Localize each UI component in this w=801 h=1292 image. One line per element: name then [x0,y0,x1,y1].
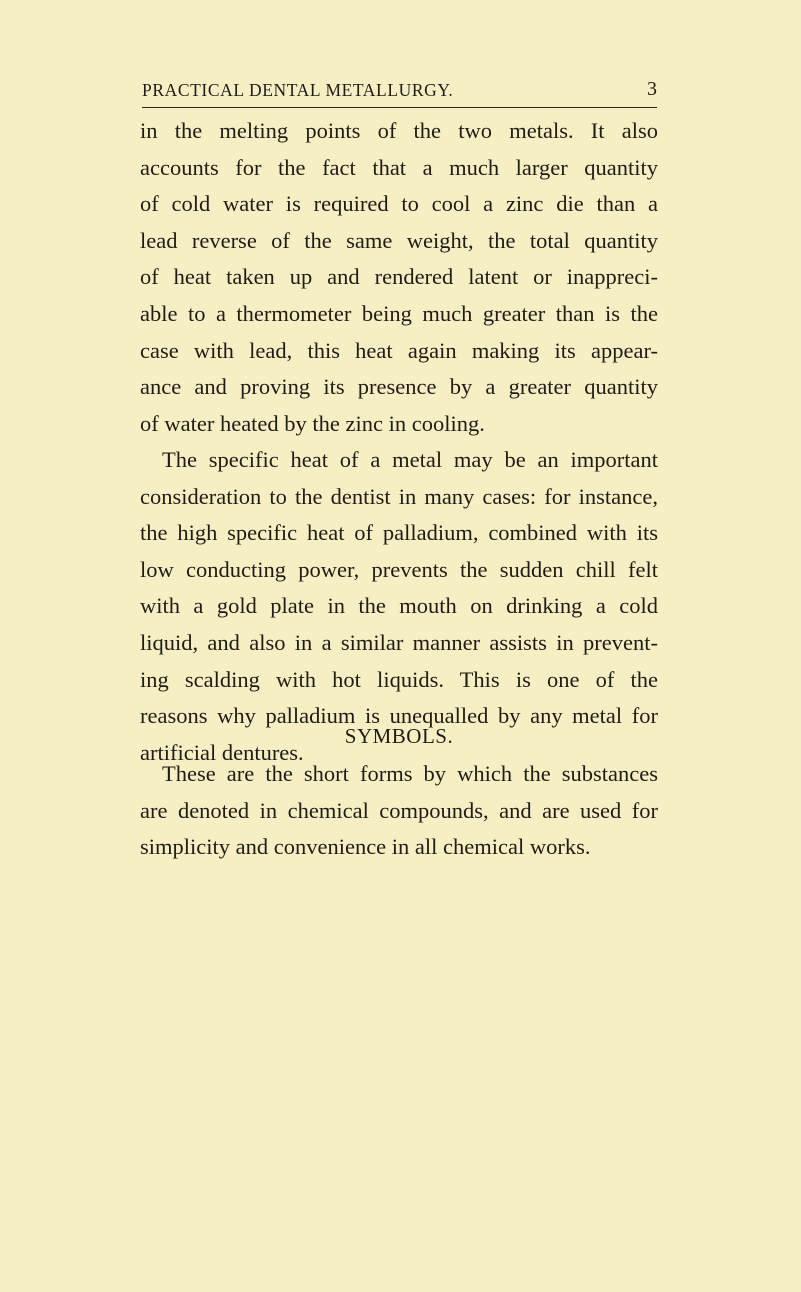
text-line: are denoted in chemical compounds, and are used for [140,797,658,823]
text-line: in the melting points of the two metals. It also [140,118,658,143]
text-line: These are the short forms by which the substances [162,761,658,786]
text-line: ing scalding with hot liquids. This is one of the [140,666,658,692]
text-line: reasons why palladium is unequalled by any metal for [140,703,658,729]
running-title: PRACTICAL DENTAL METALLURGY. [142,80,454,100]
text-line: ance and proving its presence by a greater quantity [140,374,658,400]
text-line: with a gold plate in the mouth on drinking a cold [140,593,658,619]
text-line: of heat taken up and rendered latent or inappreci- [140,264,658,290]
header-rule [142,107,657,108]
text-line: the high specific heat of palladium, combined with its [140,520,658,546]
text-line: case with lead, this heat again making its appear- [140,337,658,363]
text-line: accounts for the fact that a much larger quantity [140,154,658,180]
text-line: consideration to the dentist in many cases: for instance, [140,483,658,509]
text-line: liquid, and also in a similar manner assists in prevent- [140,630,658,655]
text-line: lead reverse of the same weight, the total quantity [140,227,658,253]
text-line: simplicity and convenience in all chemical works. [140,834,591,860]
text-line: of cold water is required to cool a zinc die than a [140,191,658,217]
text-line: The specific heat of a metal may be an important [162,447,658,472]
section-heading: SYMBOLS. [344,724,454,748]
text-line: artificial dentures. [140,739,304,765]
running-header [142,80,657,120]
text-line: able to a thermometer being much greater than is the [140,301,658,326]
text-line: low conducting power, prevents the sudden chill felt [140,556,658,582]
text-line: of water heated by the zinc in cooling. [140,410,485,436]
page-number: 3 [647,78,657,100]
